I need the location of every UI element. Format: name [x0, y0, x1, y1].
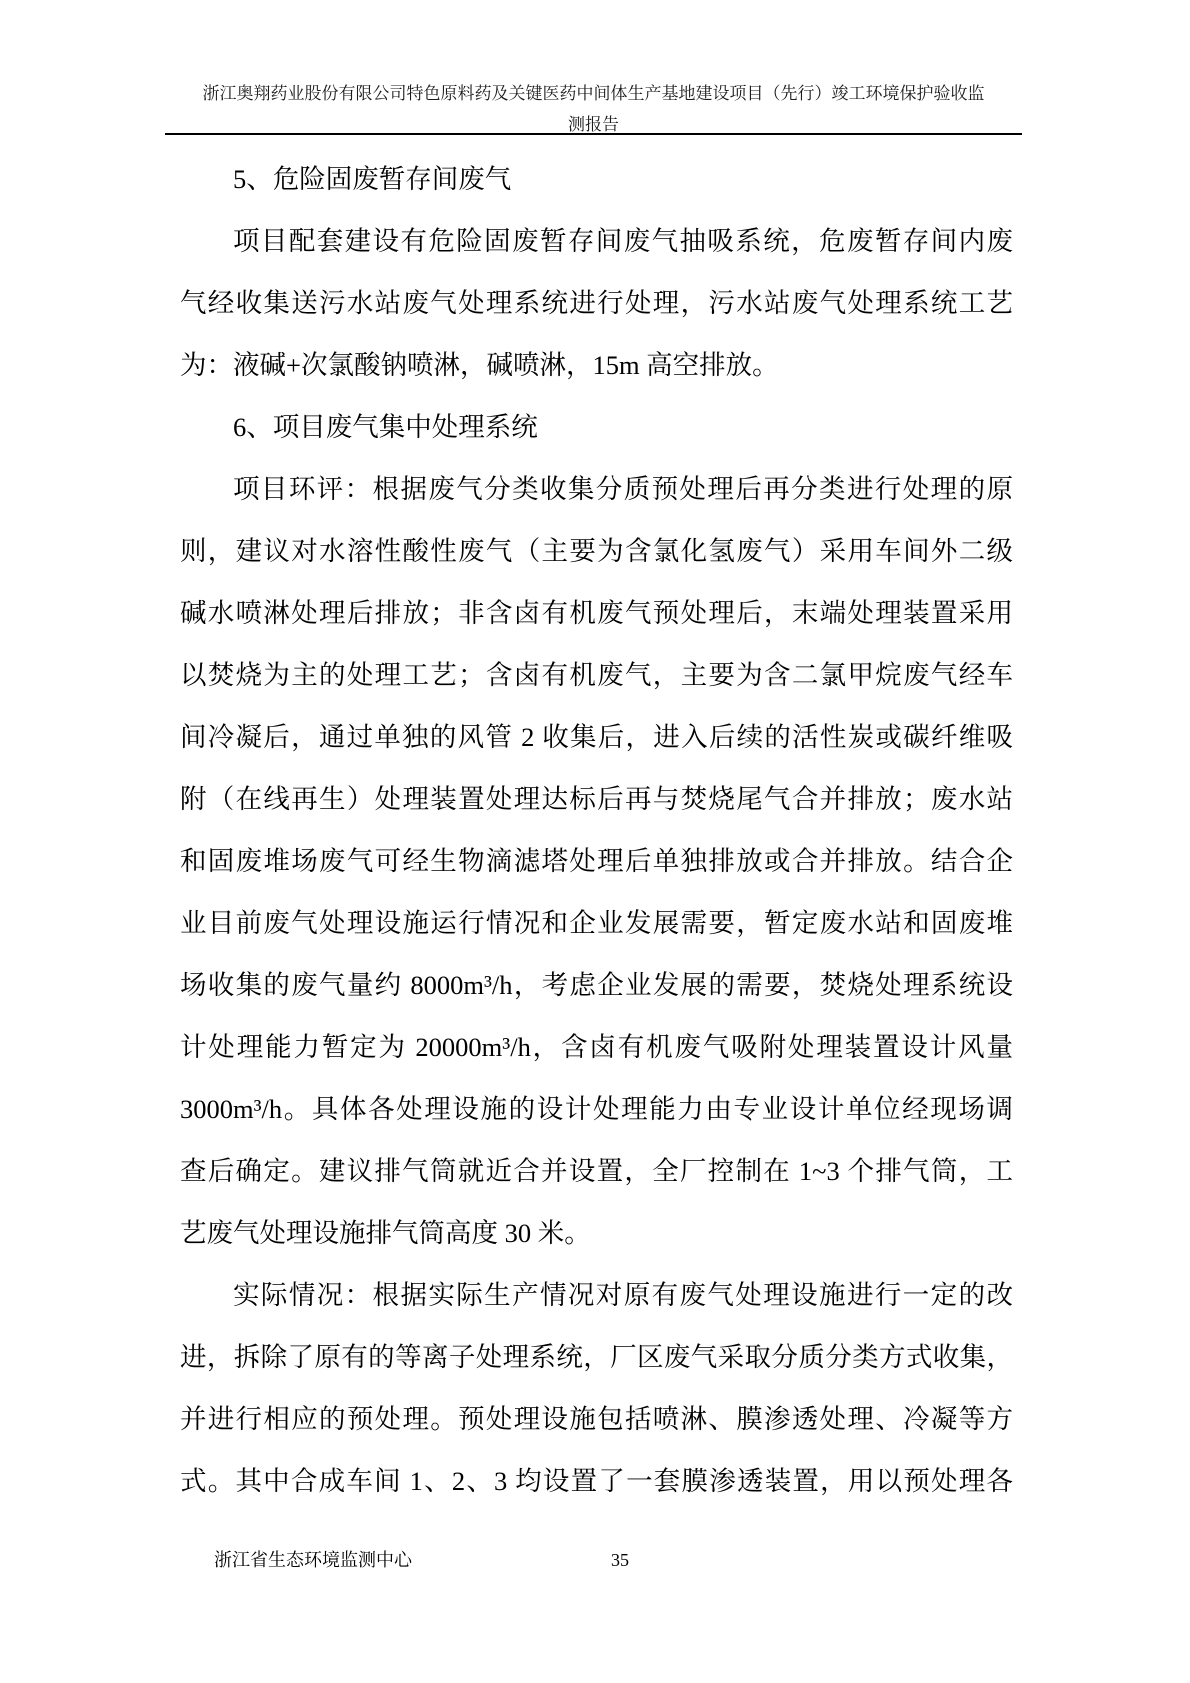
body-line: 以焚烧为主的处理工艺；含卤有机废气，主要为含二氯甲烷废气经车: [180, 660, 1013, 690]
header-rule: [165, 133, 1022, 135]
body-line: 项目配套建设有危险固废暂存间废气抽吸系统，危废暂存间内废: [233, 226, 1013, 256]
page-footer: [165, 1547, 1025, 1573]
header-line-1: 浙江奥翔药业股份有限公司特色原料药及关键医药中间体生产基地建设项目（先行）竣工环境保护验收监: [202, 84, 985, 103]
body-line: 则，建议对水溶性酸性废气（主要为含氯化氢废气）采用车间外二级: [180, 536, 1013, 566]
body-line: 实际情况：根据实际生产情况对原有废气处理设施进行一定的改: [233, 1280, 1013, 1310]
body-line: 查后确定。建议排气筒就近合并设置，全厂控制在 1~3 个排气筒，工: [180, 1156, 1013, 1186]
body-line: 和固废堆场废气可经生物滴滤塔处理后单独排放或合并排放。结合企: [180, 846, 1013, 876]
body-line: 业目前废气处理设施运行情况和企业发展需要，暂定废水站和固废堆: [180, 908, 1013, 938]
body-line: 气经收集送污水站废气处理系统进行处理，污水站废气处理系统工艺: [180, 288, 1013, 318]
body-line: 为：液碱+次氯酸钠喷淋，碱喷淋，15m 高空排放。: [180, 350, 779, 380]
body-line: 项目环评：根据废气分类收集分质预处理后再分类进行处理的原: [233, 474, 1013, 504]
body-line: 6、项目废气集中处理系统: [233, 412, 538, 442]
body-line: 间冷凝后，通过单独的风管 2 收集后，进入后续的活性炭或碳纤维吸: [180, 722, 1013, 752]
body-line: 进，拆除了原有的等离子处理系统，厂区废气采取分质分类方式收集，: [180, 1342, 1013, 1372]
document-body: [180, 148, 1013, 1512]
body-line: 艺废气处理设施排气筒高度 30 米。: [180, 1218, 591, 1248]
body-line: 并进行相应的预处理。预处理设施包括喷淋、膜渗透处理、冷凝等方: [180, 1404, 1013, 1434]
body-line: 式。其中合成车间 1、2、3 均设置了一套膜渗透装置，用以预处理各: [180, 1466, 1013, 1496]
body-line: 3000m³/h。具体各处理设施的设计处理能力由专业设计单位经现场调: [180, 1094, 1013, 1124]
body-line: 附（在线再生）处理装置处理达标后再与焚烧尾气合并排放；废水站: [180, 784, 1013, 814]
page-number: 35: [611, 1550, 629, 1570]
body-line: 场收集的废气量约 8000m³/h，考虑企业发展的需要，焚烧处理系统设: [180, 970, 1013, 1000]
footer-organization: 浙江省生态环境监测中心: [214, 1550, 412, 1570]
running-header: [165, 78, 1022, 140]
body-line: 计处理能力暂定为 20000m³/h，含卤有机废气吸附处理装置设计风量: [180, 1032, 1013, 1062]
header-line-2: 测报告: [568, 115, 619, 134]
body-line: 5、危险固废暂存间废气: [233, 164, 512, 194]
body-line: 碱水喷淋处理后排放；非含卤有机废气预处理后，末端处理装置采用: [180, 598, 1013, 628]
